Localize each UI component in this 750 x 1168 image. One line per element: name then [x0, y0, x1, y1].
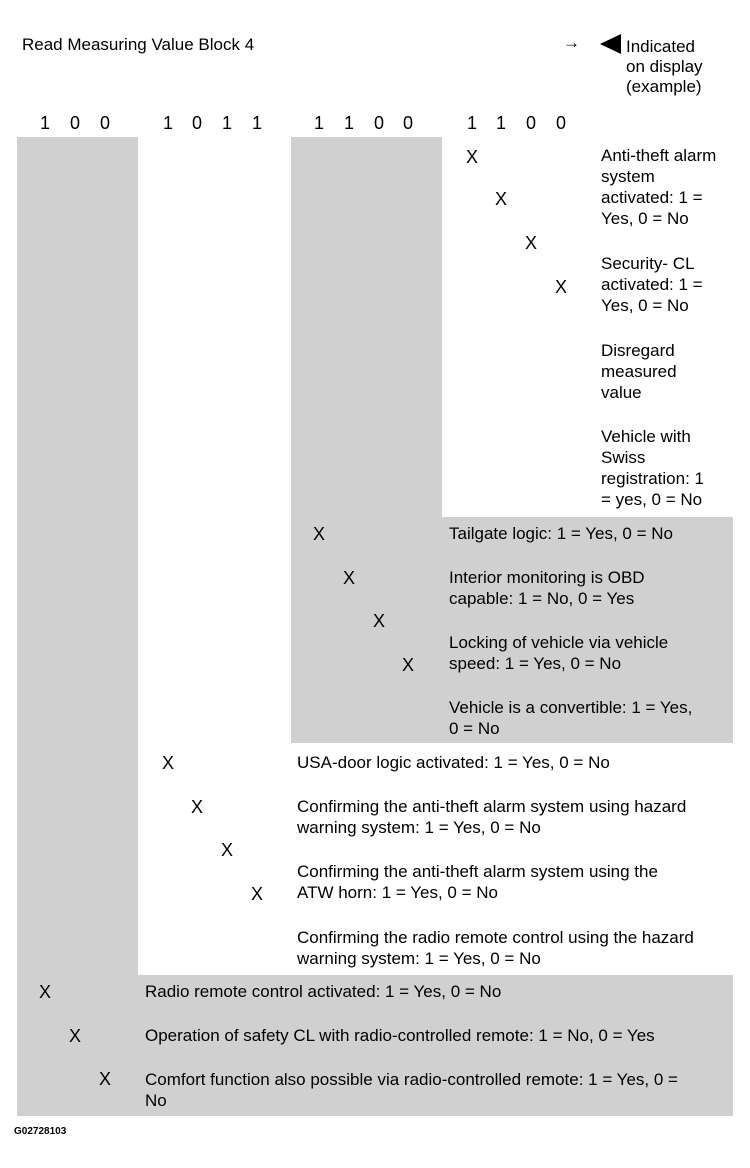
bit-digit: 1 [495, 113, 506, 133]
bit-description: Vehicle with Swiss registration: 1 = yes, 0 = No [601, 427, 704, 509]
bit-digit: 1 [313, 113, 324, 133]
bit-marker: X [220, 840, 233, 860]
bit-description: Radio remote control activated: 1 = Yes, 0 = No [145, 982, 502, 1001]
bit-marker: X [524, 233, 537, 253]
bit-digit: 1 [343, 113, 354, 133]
bit-marker: X [68, 1026, 81, 1046]
bit-description: USA-door logic activated: 1 = Yes, 0 = No [297, 753, 610, 772]
figure-code: G02728103 [14, 1126, 67, 1137]
bit-marker: X [372, 611, 385, 631]
bit-digit: 1 [221, 113, 232, 133]
bit-description: Confirming the anti-theft alarm system using hazard warning system: 1 = Yes, 0 = No [297, 797, 687, 837]
bit-digit: 0 [555, 113, 566, 133]
bit-marker: X [401, 655, 414, 675]
bit-marker: X [190, 797, 203, 817]
bit-digit: 0 [191, 113, 202, 133]
group1-bit-column-shade [17, 137, 138, 975]
indicated-on-display-label: Indicated on display (example) [626, 37, 703, 96]
bit-description: Interior monitoring is OBD capable: 1 = No, 0 = Yes [449, 568, 645, 608]
bit-description: Vehicle is a convertible: 1 = Yes, 0 = No [449, 698, 693, 738]
bit-description: Disregard measured value [601, 341, 677, 402]
bit-marker: X [342, 568, 355, 588]
bit-digit: 0 [525, 113, 536, 133]
bit-digit: 0 [69, 113, 80, 133]
left-triangle-icon [600, 34, 621, 54]
group3-bit-column-shade [291, 137, 442, 517]
bit-digit: 1 [162, 113, 173, 133]
bit-description: Anti-theft alarm system activated: 1 = Yes, 0 = No [601, 146, 717, 228]
bit-digit: 0 [402, 113, 413, 133]
bit-marker: X [554, 277, 567, 297]
diagram-title: Read Measuring Value Block 4 [22, 35, 255, 54]
bit-marker: X [494, 189, 507, 209]
bit-description: Security- CL activated: 1 = Yes, 0 = No [601, 254, 703, 315]
bit-description: Locking of vehicle via vehicle speed: 1 = Yes, 0 = No [449, 633, 669, 673]
bit-digit: 0 [99, 113, 110, 133]
bit-description: Tailgate logic: 1 = Yes, 0 = No [449, 524, 673, 543]
bit-digit: 1 [466, 113, 477, 133]
bit-description: Comfort function also possible via radio-controlled remote: 1 = Yes, 0 = No [145, 1070, 678, 1110]
bit-description: Operation of safety CL with radio-controlled remote: 1 = No, 0 = Yes [145, 1026, 655, 1045]
bit-marker: X [98, 1069, 111, 1089]
bit-digit: 1 [39, 113, 50, 133]
bit-marker: X [312, 524, 325, 544]
bit-description: Confirming the anti-theft alarm system using the ATW horn: 1 = Yes, 0 = No [297, 862, 658, 902]
bit-digit: 0 [373, 113, 384, 133]
bit-marker: X [161, 753, 174, 773]
bit-marker: X [465, 147, 478, 167]
bit-digit: 1 [251, 113, 262, 133]
bit-marker: X [250, 884, 263, 904]
bit-marker: X [38, 982, 51, 1002]
bit-description: Confirming the radio remote control using the hazard warning system: 1 = Yes, 0 = No [297, 928, 694, 968]
right-arrow-icon: → [563, 33, 580, 52]
